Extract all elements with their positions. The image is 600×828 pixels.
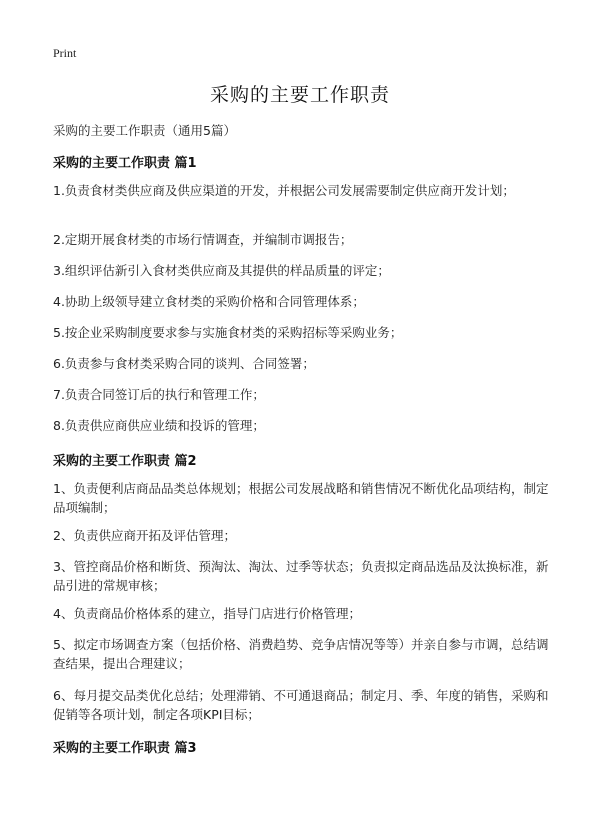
page-title: 采购的主要工作职责 bbox=[209, 84, 390, 106]
section-heading-3: 采购的主要工作职责 篇3 bbox=[53, 741, 197, 756]
list-item: 2.定期开展食材类的市场行情调查，并编制市调报告； bbox=[53, 232, 353, 247]
list-item: 6、每月提交品类优化总结；处理滞销、不可通退商品；制定月、季、年度的销售，采购和促销等各项计划，制定各项KPI目标； bbox=[53, 688, 549, 722]
section-heading-1: 采购的主要工作职责 篇1 bbox=[53, 156, 197, 171]
list-item: 1、负责便利店商品品类总体规划；根据公司发展战略和销售情况不断优化品项结构，制定品项编制； bbox=[53, 481, 549, 515]
list-item: 4、负责商品价格体系的建立，指导门店进行价格管理； bbox=[53, 606, 361, 621]
list-item: 3、管控商品价格和断货、预淘汰、淘汰、过季等状态；负责拟定商品选品及汰换标准，新品引进的常规审核； bbox=[53, 559, 549, 593]
list-item: 2、负责供应商开拓及评估管理； bbox=[53, 528, 236, 543]
list-item: 1.负责食材类供应商及供应渠道的开发，并根据公司发展需要制定供应商开发计划； bbox=[53, 183, 515, 198]
print-label: Print bbox=[53, 46, 77, 60]
list-item: 5.按企业采购制度要求参与实施食材类的采购招标等采购业务； bbox=[53, 325, 403, 340]
list-item: 8.负责供应商供应业绩和投诉的管理； bbox=[53, 418, 265, 433]
list-item: 3.组织评估新引入食材类供应商及其提供的样品质量的评定； bbox=[53, 263, 390, 278]
list-item: 7.负责合同签订后的执行和管理工作； bbox=[53, 387, 265, 402]
list-item: 5、拟定市场调查方案（包括价格、消费趋势、竞争店情况等等）并亲自参与市调，总结调查结果，提出合理建议； bbox=[53, 637, 549, 671]
section-heading-2: 采购的主要工作职责 篇2 bbox=[53, 454, 197, 469]
page-subtitle: 采购的主要工作职责（通用5篇） bbox=[53, 123, 236, 138]
list-item: 4.协助上级领导建立食材类的采购价格和合同管理体系； bbox=[53, 294, 365, 309]
list-item: 6.负责参与食材类采购合同的谈判、合同签署； bbox=[53, 356, 315, 371]
